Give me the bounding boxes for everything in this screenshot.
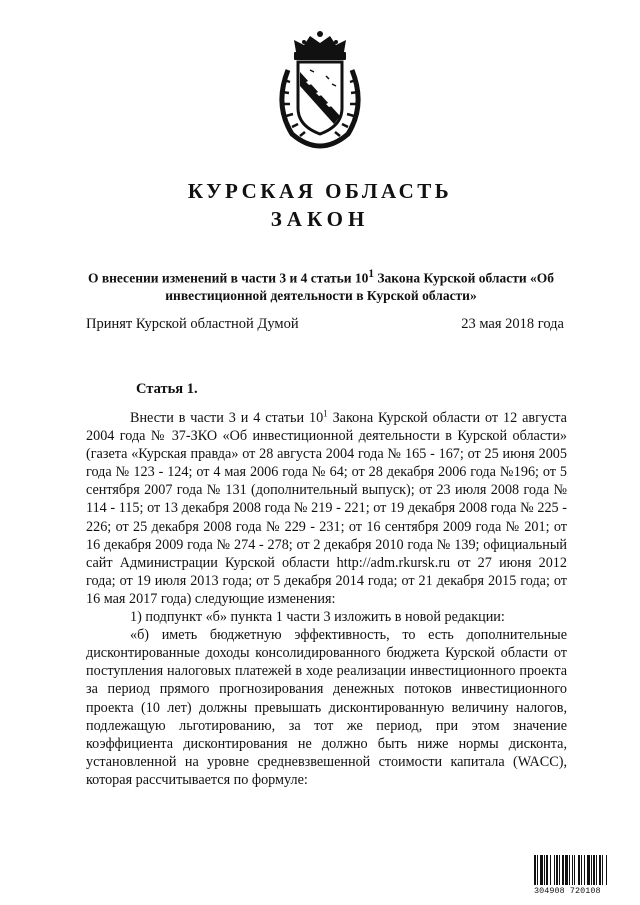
adoption-date: 23 мая 2018 года xyxy=(461,316,564,332)
article-intro-paragraph xyxy=(86,409,567,608)
barcode-bars xyxy=(534,855,622,885)
intro-superscript: 1 xyxy=(323,408,328,419)
law-title-superscript: 1 xyxy=(368,268,375,280)
law-title xyxy=(84,266,558,304)
article-heading: Статья 1. xyxy=(136,381,198,397)
barcode xyxy=(534,855,622,895)
region-name: КУРСКАЯ ОБЛАСТЬ xyxy=(187,179,453,203)
law-title-text-after: Закона Курской области «Об инвестиционной деятельности в Курской области» xyxy=(165,270,555,303)
barcode-bar xyxy=(607,855,609,885)
item-1-paragraph: 1) подпункт «б» пункта 1 части 3 изложить в новой редакции: xyxy=(130,609,505,626)
law-title-text-before: О внесении изменений в части 3 и 4 статьи 10 xyxy=(87,270,369,286)
intro-text-before: Внести в части 3 и 4 статьи 10 xyxy=(130,410,324,426)
document-type: ЗАКОН xyxy=(270,207,370,231)
barcode-number: 304908 720108 xyxy=(534,886,601,896)
adopted-by: Принят Курской областной Думой xyxy=(86,316,299,332)
intro-text-after: Закона Курской области от 12 августа 2004 года № 37-ЗКО «Об инвестиционной деятельности в Курской области» (газета «Курская правда» от 28 августа 2004 года № 165 - 167; от 25 июня 2005 года № 123 - 124; от 4 мая 2006 года № 64; от 28 декабря 2006 года №196; от 5 сентября 2007 года № 131 (дополнительный выпуск); от 23 июля 2008 года № 114 - 115; от 13 декабря 2008 года № 219 - 221; от 19 декабря 2008 года № 225 - 226; от 25 декабря 2008 года № 229 - 231; от 16 сентября 2009 года № 201; от 16 декабря 2009 года № 274 - 278; от 2 декабря 2010 года № 139; официальный сайт Администрации Курской области http://adm.rkursk.ru от 27 июня 2012 года; от 19 июля 2013 года; от 5 декабря 2014 года; от 21 декабря 2015 года; от 16 мая 2017 года) следующие изменения: xyxy=(86,410,567,607)
article-body xyxy=(86,409,567,789)
item-1-new-text-paragraph: «б) иметь бюджетную эффективность, то есть дополнительные дисконтированные доходы консолидированного бюджета Курской области от поступления налоговых платежей в ходе реализации инвестиционного проекта за период прямого прогнозирования денежных потоков инвестиционного проекта (10 лет) должны превышать дисконтированную величину налогов, подлежащую льготированию, за тот же период, при этом значение коэффициента дисконтирования не должно быть ниже нормы дисконта, установленной на уровне средневзвешенной стоимости капитала (WACC), которая рассчитывается по формуле: xyxy=(86,627,567,788)
kursk-coat-of-arms-icon xyxy=(270,30,370,150)
